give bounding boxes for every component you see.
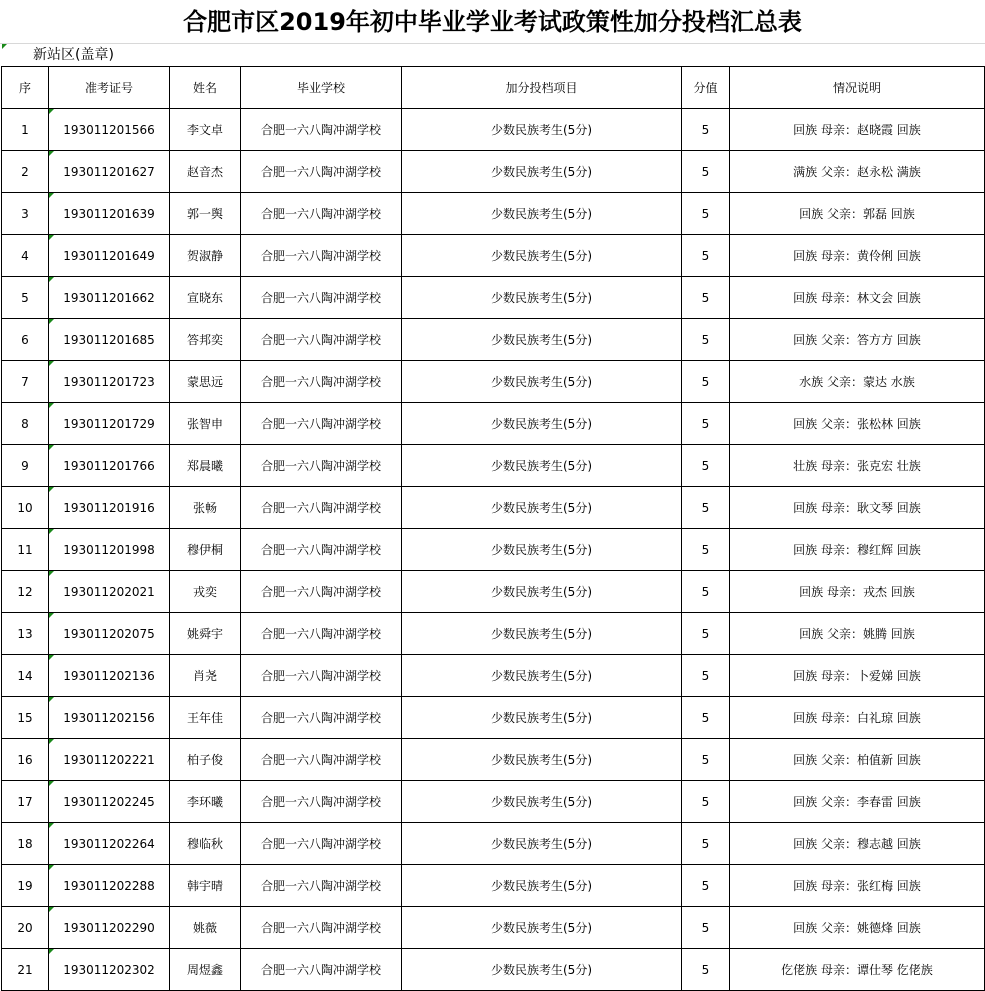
header-item: 加分投档项目 bbox=[402, 67, 682, 109]
cell-score: 5 bbox=[682, 151, 730, 193]
table-row bbox=[2, 613, 985, 655]
cell-item: 少数民族考生(5分) bbox=[402, 235, 682, 277]
cell-item: 少数民族考生(5分) bbox=[402, 949, 682, 991]
table-row bbox=[2, 487, 985, 529]
table-row bbox=[2, 739, 985, 781]
cell-score: 5 bbox=[682, 823, 730, 865]
cell-item: 少数民族考生(5分) bbox=[402, 571, 682, 613]
table-header-row bbox=[2, 67, 985, 109]
cell-exam-id: 193011201685 bbox=[49, 319, 170, 361]
cell-item: 少数民族考生(5分) bbox=[402, 277, 682, 319]
cell-score: 5 bbox=[682, 109, 730, 151]
cell-exam-id: 193011202136 bbox=[49, 655, 170, 697]
cell-exam-id: 193011201729 bbox=[49, 403, 170, 445]
cell-school: 合肥一六八陶冲湖学校 bbox=[241, 109, 402, 151]
cell-name: 李环曦 bbox=[170, 781, 241, 823]
cell-name: 穆临秋 bbox=[170, 823, 241, 865]
cell-name: 周煜鑫 bbox=[170, 949, 241, 991]
cell-exam-id: 193011202264 bbox=[49, 823, 170, 865]
cell-school: 合肥一六八陶冲湖学校 bbox=[241, 613, 402, 655]
cell-score: 5 bbox=[682, 319, 730, 361]
cell-score: 5 bbox=[682, 445, 730, 487]
cell-school: 合肥一六八陶冲湖学校 bbox=[241, 361, 402, 403]
cell-item: 少数民族考生(5分) bbox=[402, 403, 682, 445]
cell-item: 少数民族考生(5分) bbox=[402, 865, 682, 907]
cell-note: 回族 父亲：穆志越 回族 bbox=[730, 823, 985, 865]
cell-exam-id: 193011202021 bbox=[49, 571, 170, 613]
cell-score: 5 bbox=[682, 781, 730, 823]
cell-note: 回族 母亲：林文会 回族 bbox=[730, 277, 985, 319]
cell-note: 回族 父亲：答方方 回族 bbox=[730, 319, 985, 361]
table-row bbox=[2, 781, 985, 823]
cell-exam-id: 193011202245 bbox=[49, 781, 170, 823]
cell-exam-id: 193011201627 bbox=[49, 151, 170, 193]
cell-exam-id: 193011201998 bbox=[49, 529, 170, 571]
table-row bbox=[2, 235, 985, 277]
cell-name: 张智申 bbox=[170, 403, 241, 445]
cell-name: 郭一舆 bbox=[170, 193, 241, 235]
cell-score: 5 bbox=[682, 277, 730, 319]
cell-exam-id: 193011201766 bbox=[49, 445, 170, 487]
cell-note: 回族 父亲：郭磊 回族 bbox=[730, 193, 985, 235]
table-row bbox=[2, 319, 985, 361]
cell-seq: 16 bbox=[2, 739, 49, 781]
cell-exam-id: 193011201566 bbox=[49, 109, 170, 151]
cell-school: 合肥一六八陶冲湖学校 bbox=[241, 193, 402, 235]
cell-score: 5 bbox=[682, 907, 730, 949]
cell-exam-id: 193011202288 bbox=[49, 865, 170, 907]
cell-note: 水族 父亲：蒙达 水族 bbox=[730, 361, 985, 403]
bonus-points-table bbox=[1, 66, 985, 991]
cell-item: 少数民族考生(5分) bbox=[402, 529, 682, 571]
cell-seq: 11 bbox=[2, 529, 49, 571]
cell-seq: 2 bbox=[2, 151, 49, 193]
table-row bbox=[2, 403, 985, 445]
cell-seq: 1 bbox=[2, 109, 49, 151]
cell-school: 合肥一六八陶冲湖学校 bbox=[241, 697, 402, 739]
cell-name: 穆伊桐 bbox=[170, 529, 241, 571]
cell-item: 少数民族考生(5分) bbox=[402, 445, 682, 487]
cell-note: 回族 母亲：白礼琼 回族 bbox=[730, 697, 985, 739]
cell-school: 合肥一六八陶冲湖学校 bbox=[241, 823, 402, 865]
cell-seq: 14 bbox=[2, 655, 49, 697]
cell-name: 王年佳 bbox=[170, 697, 241, 739]
cell-score: 5 bbox=[682, 949, 730, 991]
cell-school: 合肥一六八陶冲湖学校 bbox=[241, 781, 402, 823]
cell-note: 回族 母亲：戎杰 回族 bbox=[730, 571, 985, 613]
cell-exam-id: 193011202221 bbox=[49, 739, 170, 781]
cell-name: 姚薇 bbox=[170, 907, 241, 949]
cell-name: 戎奕 bbox=[170, 571, 241, 613]
table-row bbox=[2, 949, 985, 991]
cell-note: 回族 父亲：李春雷 回族 bbox=[730, 781, 985, 823]
cell-seq: 18 bbox=[2, 823, 49, 865]
cell-score: 5 bbox=[682, 193, 730, 235]
cell-exam-id: 193011201649 bbox=[49, 235, 170, 277]
cell-note: 回族 母亲：赵晓霞 回族 bbox=[730, 109, 985, 151]
cell-score: 5 bbox=[682, 361, 730, 403]
cell-score: 5 bbox=[682, 235, 730, 277]
cell-item: 少数民族考生(5分) bbox=[402, 781, 682, 823]
header-note: 情况说明 bbox=[730, 67, 985, 109]
table-row bbox=[2, 823, 985, 865]
cell-item: 少数民族考生(5分) bbox=[402, 907, 682, 949]
cell-note: 回族 母亲：穆红辉 回族 bbox=[730, 529, 985, 571]
cell-exam-id: 193011202290 bbox=[49, 907, 170, 949]
cell-school: 合肥一六八陶冲湖学校 bbox=[241, 277, 402, 319]
cell-seq: 6 bbox=[2, 319, 49, 361]
cell-score: 5 bbox=[682, 403, 730, 445]
cell-exam-id: 193011201639 bbox=[49, 193, 170, 235]
cell-exam-id: 193011201662 bbox=[49, 277, 170, 319]
header-exam-id: 准考证号 bbox=[49, 67, 170, 109]
cell-school: 合肥一六八陶冲湖学校 bbox=[241, 949, 402, 991]
cell-seq: 8 bbox=[2, 403, 49, 445]
table-row bbox=[2, 277, 985, 319]
cell-seq: 21 bbox=[2, 949, 49, 991]
district-seal-label bbox=[0, 44, 985, 66]
cell-score: 5 bbox=[682, 697, 730, 739]
cell-note: 回族 父亲：张松林 回族 bbox=[730, 403, 985, 445]
cell-school: 合肥一六八陶冲湖学校 bbox=[241, 739, 402, 781]
cell-score: 5 bbox=[682, 865, 730, 907]
cell-school: 合肥一六八陶冲湖学校 bbox=[241, 403, 402, 445]
cell-item: 少数民族考生(5分) bbox=[402, 151, 682, 193]
table-row bbox=[2, 571, 985, 613]
cell-seq: 9 bbox=[2, 445, 49, 487]
cell-name: 答邦奕 bbox=[170, 319, 241, 361]
cell-seq: 7 bbox=[2, 361, 49, 403]
cell-item: 少数民族考生(5分) bbox=[402, 109, 682, 151]
cell-note: 满族 父亲：赵永松 满族 bbox=[730, 151, 985, 193]
district-seal-text: 新站区(盖章) bbox=[33, 47, 114, 63]
cell-item: 少数民族考生(5分) bbox=[402, 613, 682, 655]
table-row bbox=[2, 193, 985, 235]
cell-school: 合肥一六八陶冲湖学校 bbox=[241, 655, 402, 697]
table-row bbox=[2, 151, 985, 193]
cell-school: 合肥一六八陶冲湖学校 bbox=[241, 235, 402, 277]
cell-note: 回族 母亲：黄伶俐 回族 bbox=[730, 235, 985, 277]
table-row bbox=[2, 529, 985, 571]
cell-score: 5 bbox=[682, 739, 730, 781]
table-row bbox=[2, 109, 985, 151]
cell-name: 柏子俊 bbox=[170, 739, 241, 781]
cell-seq: 4 bbox=[2, 235, 49, 277]
cell-exam-id: 193011201723 bbox=[49, 361, 170, 403]
cell-exam-id: 193011202302 bbox=[49, 949, 170, 991]
cell-note: 回族 父亲：姚腾 回族 bbox=[730, 613, 985, 655]
cell-item: 少数民族考生(5分) bbox=[402, 823, 682, 865]
cell-school: 合肥一六八陶冲湖学校 bbox=[241, 907, 402, 949]
cell-note: 回族 父亲：姚德烽 回族 bbox=[730, 907, 985, 949]
cell-item: 少数民族考生(5分) bbox=[402, 193, 682, 235]
cell-note: 壮族 母亲：张克宏 壮族 bbox=[730, 445, 985, 487]
cell-school: 合肥一六八陶冲湖学校 bbox=[241, 571, 402, 613]
cell-seq: 13 bbox=[2, 613, 49, 655]
cell-seq: 3 bbox=[2, 193, 49, 235]
cell-note: 回族 母亲：张红梅 回族 bbox=[730, 865, 985, 907]
header-seq: 序 bbox=[2, 67, 49, 109]
cell-note: 仡佬族 母亲：谭仕琴 仡佬族 bbox=[730, 949, 985, 991]
cell-marker-icon bbox=[2, 44, 7, 49]
table-row bbox=[2, 655, 985, 697]
cell-exam-id: 193011202156 bbox=[49, 697, 170, 739]
cell-seq: 17 bbox=[2, 781, 49, 823]
cell-seq: 20 bbox=[2, 907, 49, 949]
cell-school: 合肥一六八陶冲湖学校 bbox=[241, 445, 402, 487]
cell-name: 赵音杰 bbox=[170, 151, 241, 193]
cell-school: 合肥一六八陶冲湖学校 bbox=[241, 865, 402, 907]
cell-school: 合肥一六八陶冲湖学校 bbox=[241, 487, 402, 529]
cell-name: 郑晨曦 bbox=[170, 445, 241, 487]
table-row bbox=[2, 445, 985, 487]
cell-score: 5 bbox=[682, 655, 730, 697]
header-name: 姓名 bbox=[170, 67, 241, 109]
cell-item: 少数民族考生(5分) bbox=[402, 319, 682, 361]
header-score: 分值 bbox=[682, 67, 730, 109]
cell-item: 少数民族考生(5分) bbox=[402, 655, 682, 697]
cell-name: 韩宇晴 bbox=[170, 865, 241, 907]
cell-item: 少数民族考生(5分) bbox=[402, 487, 682, 529]
page-title: 合肥市区2019年初中毕业学业考试政策性加分投档汇总表 bbox=[0, 0, 985, 44]
cell-seq: 10 bbox=[2, 487, 49, 529]
cell-seq: 12 bbox=[2, 571, 49, 613]
cell-item: 少数民族考生(5分) bbox=[402, 361, 682, 403]
table-row bbox=[2, 907, 985, 949]
cell-name: 李文卓 bbox=[170, 109, 241, 151]
cell-seq: 15 bbox=[2, 697, 49, 739]
table-row bbox=[2, 361, 985, 403]
cell-name: 张畅 bbox=[170, 487, 241, 529]
cell-exam-id: 193011202075 bbox=[49, 613, 170, 655]
cell-name: 蒙思远 bbox=[170, 361, 241, 403]
cell-score: 5 bbox=[682, 487, 730, 529]
cell-item: 少数民族考生(5分) bbox=[402, 739, 682, 781]
cell-school: 合肥一六八陶冲湖学校 bbox=[241, 151, 402, 193]
header-school: 毕业学校 bbox=[241, 67, 402, 109]
cell-seq: 19 bbox=[2, 865, 49, 907]
cell-note: 回族 母亲：耿文琴 回族 bbox=[730, 487, 985, 529]
cell-score: 5 bbox=[682, 613, 730, 655]
cell-item: 少数民族考生(5分) bbox=[402, 697, 682, 739]
cell-score: 5 bbox=[682, 571, 730, 613]
cell-exam-id: 193011201916 bbox=[49, 487, 170, 529]
cell-name: 姚舜宇 bbox=[170, 613, 241, 655]
cell-name: 肖尧 bbox=[170, 655, 241, 697]
cell-note: 回族 母亲：卜爱娣 回族 bbox=[730, 655, 985, 697]
cell-name: 宣晓东 bbox=[170, 277, 241, 319]
cell-school: 合肥一六八陶冲湖学校 bbox=[241, 529, 402, 571]
cell-school: 合肥一六八陶冲湖学校 bbox=[241, 319, 402, 361]
cell-score: 5 bbox=[682, 529, 730, 571]
cell-seq: 5 bbox=[2, 277, 49, 319]
table-row bbox=[2, 697, 985, 739]
table-row bbox=[2, 865, 985, 907]
cell-note: 回族 父亲：柏值新 回族 bbox=[730, 739, 985, 781]
cell-name: 贺淑静 bbox=[170, 235, 241, 277]
